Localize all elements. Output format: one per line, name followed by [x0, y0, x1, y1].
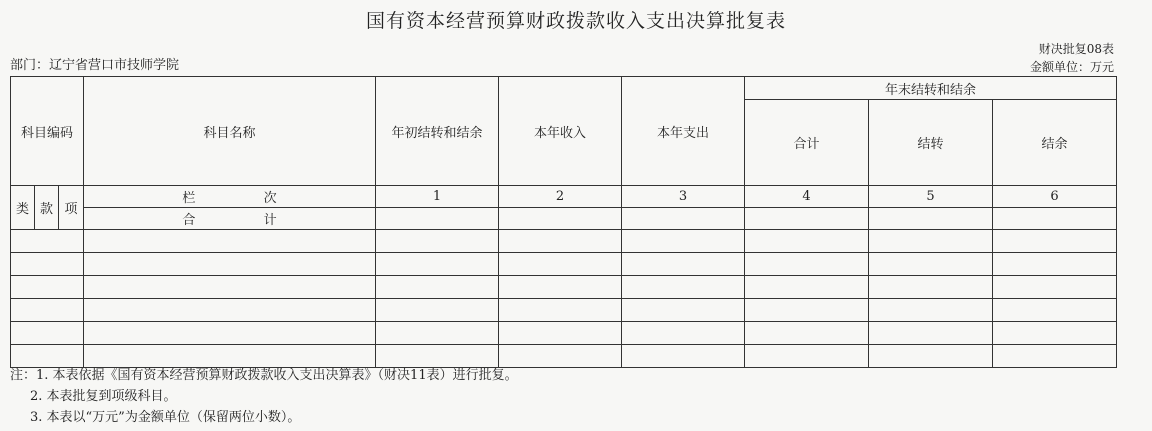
- table-cell: [84, 253, 376, 276]
- column-number: 2: [499, 186, 622, 208]
- table-cell: [745, 230, 869, 253]
- table-cell: [869, 322, 993, 345]
- table-cell: [499, 230, 622, 253]
- closing-total-header: 合计: [745, 100, 869, 186]
- table-cell: [11, 276, 84, 299]
- column-number: 4: [745, 186, 869, 208]
- closing-balance-header: 年末结转和结余: [745, 77, 1117, 100]
- table-cell: [745, 253, 869, 276]
- code-item-header: 项: [59, 186, 84, 230]
- table-cell: [869, 276, 993, 299]
- total-label-right: 计: [263, 213, 277, 228]
- table-row: [11, 299, 1117, 322]
- note-item-3: 3. 本表以“万元”为金额单位（保留两位小数）。: [30, 410, 301, 425]
- table-cell: [499, 322, 622, 345]
- table-cell: [376, 208, 499, 230]
- closing-carryover-header: 结转: [869, 100, 993, 186]
- approval-table: [10, 76, 1117, 368]
- table-cell: [869, 208, 993, 230]
- column-index-label-right: 次: [263, 191, 277, 206]
- closing-surplus-header: 结余: [993, 100, 1117, 186]
- table-cell: [11, 253, 84, 276]
- table-cell: [84, 276, 376, 299]
- table-cell: [745, 276, 869, 299]
- note-item-2: 2. 本表批复到项级科目。: [30, 389, 177, 404]
- table-cell: [869, 299, 993, 322]
- table-cell: [499, 253, 622, 276]
- code-class-header: 类: [11, 186, 35, 230]
- table-cell: [622, 230, 745, 253]
- form-number: 财决批复08表: [1038, 42, 1114, 56]
- table-row: [11, 276, 1117, 299]
- table-cell: [622, 299, 745, 322]
- table-row: [11, 322, 1117, 345]
- notes-prefix: 注：: [10, 368, 37, 383]
- table-cell: [745, 208, 869, 230]
- table-cell: [376, 276, 499, 299]
- table-cell: [622, 345, 745, 368]
- table-cell: [869, 230, 993, 253]
- table-cell: [376, 322, 499, 345]
- table-cell: [745, 299, 869, 322]
- table-row: [11, 253, 1117, 276]
- table-cell: [376, 230, 499, 253]
- table-cell: [376, 299, 499, 322]
- table-cell: [745, 345, 869, 368]
- column-number: 5: [869, 186, 993, 208]
- income-header: 本年收入: [499, 77, 622, 186]
- table-cell: [745, 322, 869, 345]
- table-cell: [622, 276, 745, 299]
- opening-balance-header: 年初结转和结余: [376, 77, 499, 186]
- table-cell: [993, 299, 1117, 322]
- amount-unit: 金额单位：万元: [1029, 60, 1114, 74]
- table-cell: [993, 276, 1117, 299]
- table-cell: [499, 299, 622, 322]
- expense-header: 本年支出: [622, 77, 745, 186]
- column-index-label: [84, 186, 376, 208]
- page-title: 国有资本经营预算财政拨款收入支出决算批复表: [365, 10, 786, 32]
- table-cell: [499, 276, 622, 299]
- table-cell: [993, 345, 1117, 368]
- department-label: 部门：辽宁省营口市技师学院: [10, 58, 180, 73]
- table-cell: [622, 322, 745, 345]
- total-label-left: 合: [182, 213, 196, 228]
- column-number: 3: [622, 186, 745, 208]
- table-cell: [84, 230, 376, 253]
- code-section-header: 款: [35, 186, 59, 230]
- notes: [10, 365, 518, 428]
- code-header: 科目编码: [11, 77, 84, 186]
- table-cell: [11, 230, 84, 253]
- table-cell: [499, 208, 622, 230]
- table-cell: [11, 299, 84, 322]
- table-cell: [869, 253, 993, 276]
- table-cell: [993, 253, 1117, 276]
- column-number: 1: [376, 186, 499, 208]
- column-number: 6: [993, 186, 1117, 208]
- table-cell: [869, 345, 993, 368]
- table-row: [11, 230, 1117, 253]
- table-cell: [376, 253, 499, 276]
- table-cell: [84, 322, 376, 345]
- name-header: 科目名称: [84, 77, 376, 186]
- table-cell: [84, 299, 376, 322]
- table-cell: [993, 322, 1117, 345]
- table-cell: [993, 208, 1117, 230]
- table-cell: [622, 208, 745, 230]
- note-item-1: [10, 365, 518, 386]
- table-cell: [11, 322, 84, 345]
- table-cell: [993, 230, 1117, 253]
- note-item-1-text: 1. 本表依据《国有资本经营预算财政拨款收入支出决算表》（财决11表）进行批复。: [36, 368, 518, 383]
- column-index-label-left: 栏: [182, 191, 196, 206]
- total-row-label: [84, 208, 376, 230]
- table-cell: [622, 253, 745, 276]
